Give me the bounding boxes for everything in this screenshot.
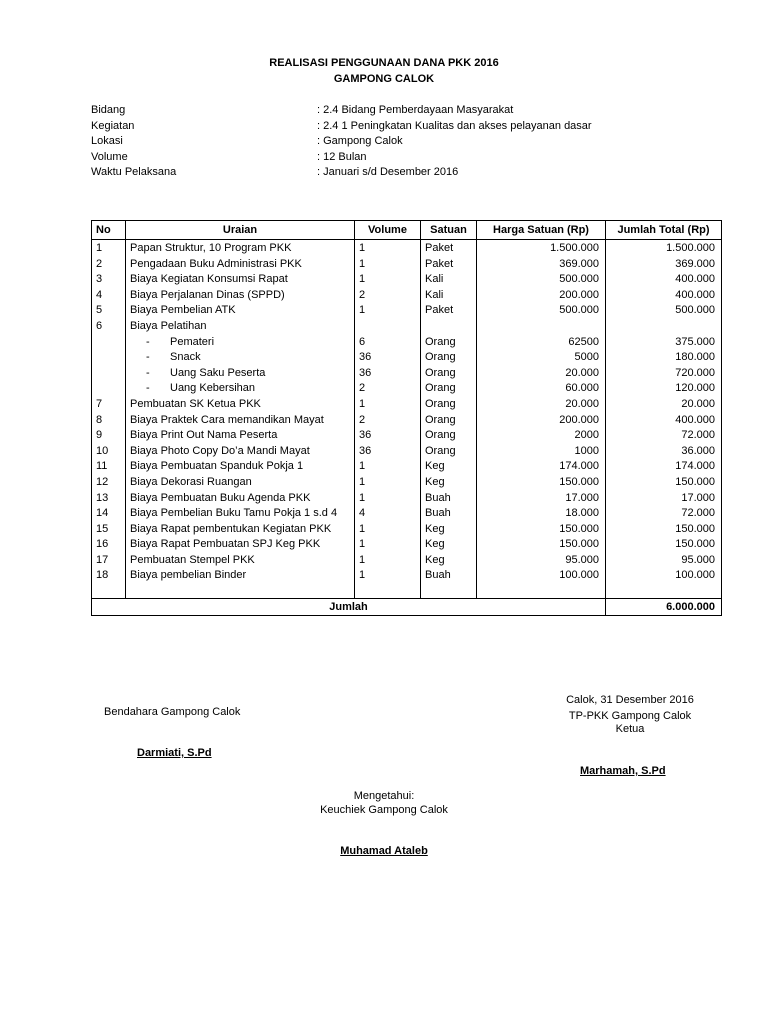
cell-volume: 2 (355, 381, 421, 397)
cell-uraian-text: Uang Saku Peserta (170, 366, 266, 379)
cell-satuan: Buah (421, 506, 477, 522)
cell-volume: 1 (355, 568, 421, 584)
header-jumlah: Jumlah Total (Rp) (606, 221, 722, 240)
cell-satuan: Keg (421, 553, 477, 569)
cell-uraian-text: Uang Kebersihan (170, 382, 256, 395)
table-header-row (92, 221, 722, 240)
header-uraian: Uraian (126, 221, 355, 240)
cell-jumlah: 150.000 (606, 475, 722, 491)
cell-volume: 1 (355, 459, 421, 475)
cell-harga: 5000 (477, 350, 606, 366)
cell-harga: 20.000 (477, 366, 606, 382)
cell-satuan: Keg (421, 537, 477, 553)
cell-no: 18 (92, 568, 126, 584)
cell-harga: 369.000 (477, 257, 606, 273)
meta-info (91, 103, 691, 181)
cell-harga: 95.000 (477, 553, 606, 569)
cell-no: 1 (92, 240, 126, 257)
cell-volume: 2 (355, 413, 421, 429)
budget-table (91, 220, 722, 616)
cell-satuan: Orang (421, 381, 477, 397)
cell-no (92, 335, 126, 351)
cell-satuan: Keg (421, 459, 477, 475)
cell-uraian: Biaya Kegiatan Konsumsi Rapat (126, 272, 355, 288)
table-row (92, 475, 722, 491)
cell-no: 9 (92, 428, 126, 444)
cell-satuan: Paket (421, 303, 477, 319)
meta-row (91, 103, 691, 119)
cell-no: 10 (92, 444, 126, 460)
table-row (92, 381, 722, 397)
cell-harga: 62500 (477, 335, 606, 351)
meta-key: Lokasi (91, 135, 123, 148)
cell-uraian: Papan Struktur, 10 Program PKK (126, 240, 355, 257)
cell-volume: 1 (355, 240, 421, 257)
bullet-dash: - (146, 366, 150, 379)
cell-no: 13 (92, 491, 126, 507)
cell-uraian (126, 381, 355, 397)
cell-no: 2 (92, 257, 126, 273)
cell-jumlah: 180.000 (606, 350, 722, 366)
cell-jumlah: 72.000 (606, 428, 722, 444)
table-row (92, 568, 722, 584)
cell-jumlah: 1.500.000 (606, 240, 722, 257)
cell-jumlah: 174.000 (606, 459, 722, 475)
header-satuan: Satuan (421, 221, 477, 240)
cell-uraian-text: Pemateri (170, 335, 215, 348)
cell-uraian: Biaya Pembelian Buku Tamu Pokja 1 s.d 4 (126, 506, 355, 522)
meta-row (91, 119, 691, 135)
meta-row (91, 150, 691, 166)
cell-uraian (126, 350, 355, 366)
cell-jumlah: 720.000 (606, 366, 722, 382)
cell-satuan: Orang (421, 444, 477, 460)
cell-jumlah: 400.000 (606, 413, 722, 429)
cell-no: 17 (92, 553, 126, 569)
meta-value: : Gampong Calok (317, 135, 403, 148)
cell-volume: 1 (355, 397, 421, 413)
cell-volume: 1 (355, 272, 421, 288)
mengetahui-label: Mengetahui: (353, 790, 415, 802)
cell-uraian: Biaya Rapat pembentukan Kegiatan PKK (126, 522, 355, 538)
total-value: 6.000.000 (606, 599, 722, 616)
cell-volume: 2 (355, 288, 421, 304)
cell-uraian: Biaya Pembuatan Spanduk Pokja 1 (126, 459, 355, 475)
total-row (92, 599, 722, 616)
cell-satuan: Keg (421, 522, 477, 538)
meta-value: : 2.4 Bidang Pemberdayaan Masyarakat (317, 104, 514, 116)
cell-jumlah (606, 319, 722, 335)
meta-key: Bidang (91, 104, 126, 116)
ketua-name: Marhamah, S.Pd (580, 765, 666, 777)
cell-no: 11 (92, 459, 126, 475)
cell-satuan: Orang (421, 428, 477, 444)
cell-harga (477, 319, 606, 335)
signing-date: Calok, 31 Desember 2016 (566, 694, 694, 706)
keuchiek-title: Keuchiek Gampong Calok (320, 804, 448, 816)
cell-satuan: Buah (421, 568, 477, 584)
document-subtitle: GAMPONG CALOK (333, 73, 435, 85)
cell-volume: 1 (355, 522, 421, 538)
cell-harga: 60.000 (477, 381, 606, 397)
cell-harga: 20.000 (477, 397, 606, 413)
cell-jumlah: 375.000 (606, 335, 722, 351)
cell-uraian: Biaya Pembuatan Buku Agenda PKK (126, 491, 355, 507)
document-title: REALISASI PENGGUNAAN DANA PKK 2016 (269, 57, 499, 69)
ketua-title: Ketua (615, 723, 645, 735)
spacer-cell (126, 584, 355, 599)
bendahara-title: Bendahara Gampong Calok (104, 706, 241, 718)
meta-key: Volume (91, 150, 128, 163)
cell-satuan: Keg (421, 475, 477, 491)
cell-uraian: Biaya Pelatihan (126, 319, 355, 335)
cell-uraian: Pembuatan Stempel PKK (126, 553, 355, 569)
meta-row (91, 134, 691, 150)
table-row (92, 413, 722, 429)
cell-volume: 6 (355, 335, 421, 351)
cell-uraian: Biaya Dekorasi Ruangan (126, 475, 355, 491)
cell-uraian: Biaya Photo Copy Do’a Mandi Mayat (126, 444, 355, 460)
table-row (92, 350, 722, 366)
cell-harga: 174.000 (477, 459, 606, 475)
cell-volume: 1 (355, 257, 421, 273)
cell-jumlah: 20.000 (606, 397, 722, 413)
cell-jumlah: 72.000 (606, 506, 722, 522)
cell-jumlah: 400.000 (606, 288, 722, 304)
bullet-dash: - (146, 351, 150, 364)
cell-harga: 150.000 (477, 522, 606, 538)
cell-uraian: Biaya Print Out Nama Peserta (126, 428, 355, 444)
cell-uraian-text: Snack (170, 351, 201, 364)
cell-volume: 36 (355, 350, 421, 366)
cell-satuan: Orang (421, 397, 477, 413)
table-row (92, 366, 722, 382)
table-row (92, 506, 722, 522)
table-spacer-row (92, 584, 722, 599)
cell-uraian: Biaya Rapat Pembuatan SPJ Keg PKK (126, 537, 355, 553)
meta-key: Waktu Pelaksana (91, 166, 177, 179)
cell-harga: 150.000 (477, 475, 606, 491)
cell-uraian: Biaya Pembelian ATK (126, 303, 355, 319)
cell-volume: 1 (355, 491, 421, 507)
table-row (92, 319, 722, 335)
bullet-dash: - (146, 335, 150, 348)
spacer-cell (355, 584, 421, 599)
cell-jumlah: 120.000 (606, 381, 722, 397)
cell-no: 7 (92, 397, 126, 413)
cell-satuan: Paket (421, 257, 477, 273)
cell-jumlah: 150.000 (606, 537, 722, 553)
cell-satuan: Orang (421, 335, 477, 351)
cell-no: 8 (92, 413, 126, 429)
cell-no: 4 (92, 288, 126, 304)
cell-satuan: Orang (421, 366, 477, 382)
meta-value: : Januari s/d Desember 2016 (317, 166, 459, 179)
cell-uraian: Pengadaan Buku Administrasi PKK (126, 257, 355, 273)
cell-satuan: Paket (421, 240, 477, 257)
cell-harga: 150.000 (477, 537, 606, 553)
cell-volume (355, 319, 421, 335)
cell-volume: 36 (355, 444, 421, 460)
cell-volume: 4 (355, 506, 421, 522)
cell-harga: 18.000 (477, 506, 606, 522)
cell-volume: 36 (355, 428, 421, 444)
cell-uraian: Pembuatan SK Ketua PKK (126, 397, 355, 413)
cell-uraian: Biaya Praktek Cara memandikan Mayat (126, 413, 355, 429)
bendahara-name: Darmiati, S.Pd (137, 747, 212, 759)
header-no: No (92, 221, 126, 240)
cell-volume: 36 (355, 366, 421, 382)
cell-uraian: Biaya Perjalanan Dinas (SPPD) (126, 288, 355, 304)
table-row (92, 553, 722, 569)
cell-no (92, 350, 126, 366)
table-row (92, 288, 722, 304)
spacer-cell (477, 584, 606, 599)
cell-jumlah: 95.000 (606, 553, 722, 569)
cell-jumlah: 150.000 (606, 522, 722, 538)
spacer-cell (92, 584, 126, 599)
cell-jumlah: 500.000 (606, 303, 722, 319)
table-row (92, 397, 722, 413)
cell-no: 15 (92, 522, 126, 538)
cell-harga: 100.000 (477, 568, 606, 584)
table-row (92, 240, 722, 257)
table-row (92, 459, 722, 475)
meta-value: : 2.4 1 Peningkatan Kualitas dan akses pelayanan dasar (317, 119, 592, 132)
cell-harga: 2000 (477, 428, 606, 444)
table-row (92, 303, 722, 319)
cell-volume: 1 (355, 475, 421, 491)
spacer-cell (606, 584, 722, 599)
cell-harga: 1000 (477, 444, 606, 460)
spacer-cell (421, 584, 477, 599)
cell-satuan: Buah (421, 491, 477, 507)
total-label: Jumlah (92, 599, 606, 616)
cell-jumlah: 369.000 (606, 257, 722, 273)
table-row (92, 522, 722, 538)
table-row (92, 335, 722, 351)
cell-satuan: Orang (421, 413, 477, 429)
cell-volume: 1 (355, 303, 421, 319)
table-row (92, 537, 722, 553)
bullet-dash: - (146, 382, 150, 395)
cell-no: 12 (92, 475, 126, 491)
cell-satuan: Kali (421, 288, 477, 304)
cell-jumlah: 36.000 (606, 444, 722, 460)
meta-value: : 12 Bulan (317, 150, 367, 163)
cell-no (92, 381, 126, 397)
cell-jumlah: 100.000 (606, 568, 722, 584)
cell-harga: 1.500.000 (477, 240, 606, 257)
cell-jumlah: 17.000 (606, 491, 722, 507)
table-row (92, 272, 722, 288)
meta-key: Kegiatan (91, 119, 135, 132)
cell-harga: 500.000 (477, 303, 606, 319)
keuchiek-name: Muhamad Ataleb (340, 845, 428, 857)
cell-harga: 200.000 (477, 413, 606, 429)
header-harga: Harga Satuan (Rp) (477, 221, 606, 240)
cell-jumlah: 400.000 (606, 272, 722, 288)
cell-uraian: Biaya pembelian Binder (126, 568, 355, 584)
table-row (92, 444, 722, 460)
cell-no: 14 (92, 506, 126, 522)
table-row (92, 428, 722, 444)
meta-row (91, 165, 691, 181)
table-row (92, 491, 722, 507)
cell-no: 6 (92, 319, 126, 335)
cell-harga: 17.000 (477, 491, 606, 507)
header-volume: Volume (355, 221, 421, 240)
cell-no (92, 366, 126, 382)
cell-no: 3 (92, 272, 126, 288)
cell-no: 5 (92, 303, 126, 319)
table-row (92, 257, 722, 273)
cell-satuan (421, 319, 477, 335)
tp-pkk-title: TP-PKK Gampong Calok (568, 710, 692, 722)
cell-uraian (126, 366, 355, 382)
cell-satuan: Kali (421, 272, 477, 288)
cell-volume: 1 (355, 553, 421, 569)
cell-volume: 1 (355, 537, 421, 553)
cell-harga: 500.000 (477, 272, 606, 288)
cell-no: 16 (92, 537, 126, 553)
cell-harga: 200.000 (477, 288, 606, 304)
cell-uraian (126, 335, 355, 351)
cell-satuan: Orang (421, 350, 477, 366)
